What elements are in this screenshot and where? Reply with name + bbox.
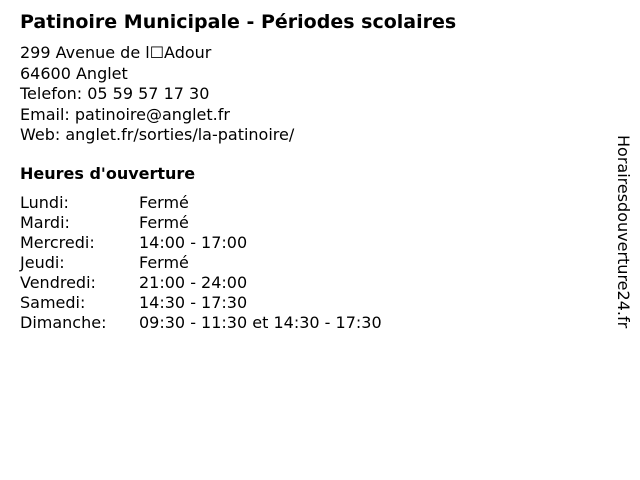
city: 64600 Anglet: [20, 63, 128, 83]
day-hours: 09:30 - 11:30 et 14:30 - 17:30: [139, 313, 382, 332]
day-label: Jeudi:: [20, 253, 65, 272]
day-hours: Fermé: [139, 193, 189, 212]
day-hours: Fermé: [139, 213, 189, 232]
day-hours: 14:00 - 17:00: [139, 233, 248, 252]
street-address: 299 Avenue de l☐Adour: [20, 43, 212, 62]
hours-heading: Heures d'ouverture: [20, 164, 196, 183]
day-label: Samedi:: [20, 293, 86, 312]
day-label: Mardi:: [20, 213, 70, 232]
day-hours: Fermé: [139, 253, 189, 272]
day-label: Vendredi:: [20, 273, 96, 292]
day-label: Dimanche:: [20, 313, 107, 332]
phone: Telefon: 05 59 57 17 30: [20, 84, 210, 103]
website: Web: anglet.fr/sorties/la-patinoire/: [20, 125, 295, 144]
day-hours: 21:00 - 24:00: [139, 273, 248, 292]
day-hours: 14:30 - 17:30: [139, 293, 248, 312]
email: Email: patinoire@anglet.fr: [20, 104, 230, 124]
page-title: Patinoire Municipale - Périodes scolaires: [20, 11, 457, 33]
day-label: Mercredi:: [20, 233, 95, 252]
day-label: Lundi:: [20, 193, 69, 212]
site-watermark: Horairesdouverture24.fr: [614, 135, 633, 329]
address-block: [20, 43, 294, 146]
